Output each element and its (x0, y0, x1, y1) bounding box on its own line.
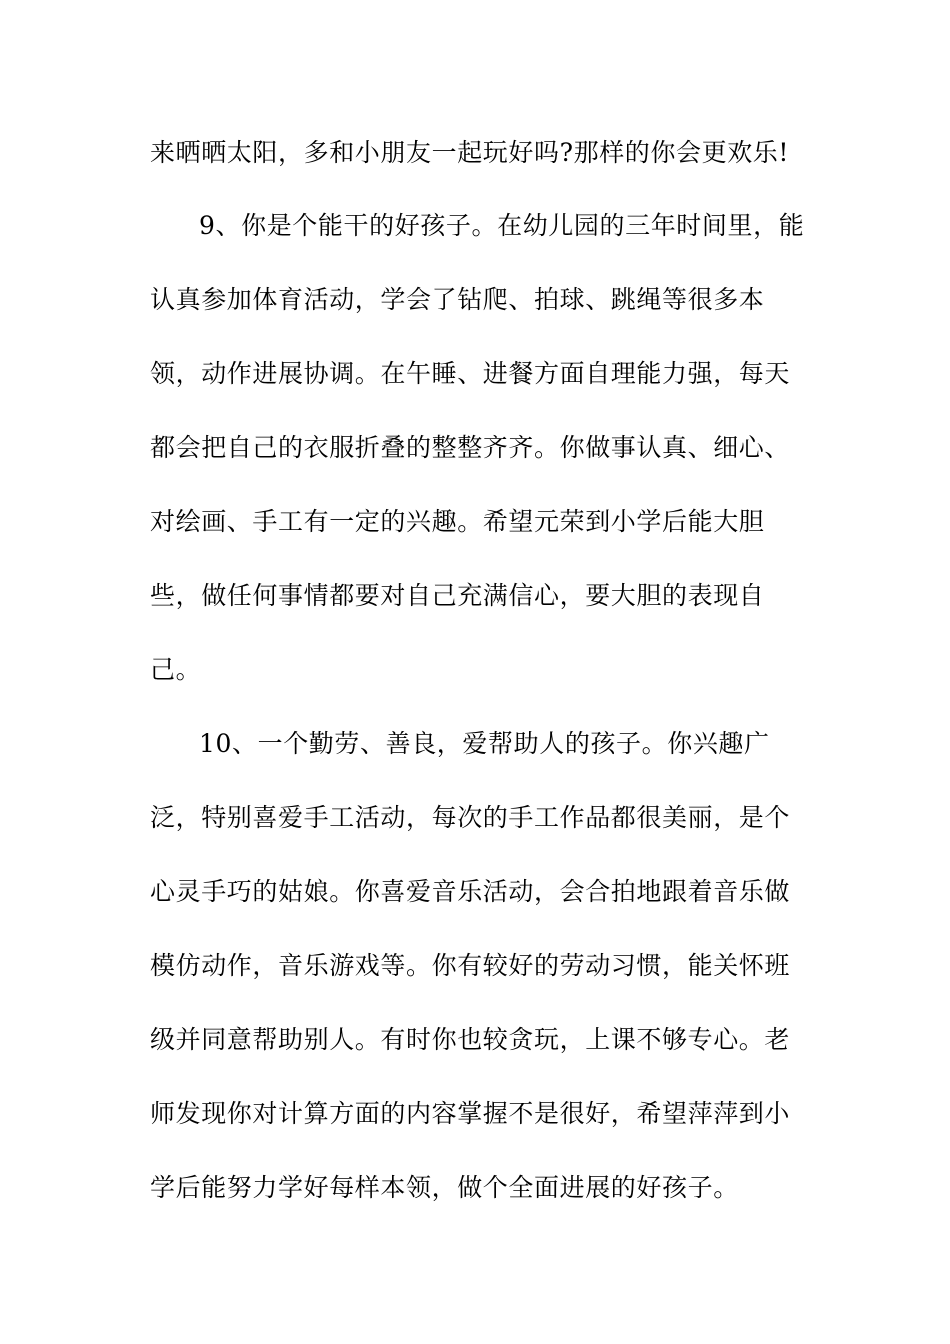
paragraph-line: 己。 (150, 655, 202, 684)
paragraph-line: 9、你是个能干的好孩子。在幼儿园的三年时间里，能 (199, 211, 805, 240)
paragraph-line: 都会把自己的衣服折叠的整整齐齐。你做事认真、细心、 (150, 433, 791, 462)
paragraph-line: 来晒晒太阳，多和小朋友一起玩好吗?那样的你会更欢乐! (150, 138, 790, 167)
paragraph-line: 10、一个勤劳、善良，爱帮助人的孩子。你兴趣广 (199, 729, 770, 758)
paragraph-line: 师发现你对计算方面的内容掌握不是很好，希望萍萍到小 (150, 1099, 791, 1128)
paragraph-line: 些，做任何事情都要对自己充满信心，要大胆的表现自 (150, 581, 765, 610)
paragraph-line: 模仿动作，音乐游戏等。你有较好的劳动习惯，能关怀班 (150, 951, 791, 980)
paragraph-line: 级并同意帮助别人。有时你也较贪玩，上课不够专心。老 (150, 1025, 791, 1054)
paragraph-line: 对绘画、手工有一定的兴趣。希望元荣到小学后能大胆 (150, 507, 765, 536)
paragraph-line: 学后能努力学好每样本领，做个全面进展的好孩子。 (150, 1173, 739, 1202)
paragraph-line: 认真参加体育活动，学会了钻爬、拍球、跳绳等很多本 (150, 285, 765, 314)
paragraph-line: 领，动作进展协调。在午睡、进餐方面自理能力强，每天 (150, 359, 791, 388)
paragraph-line: 心灵手巧的姑娘。你喜爱音乐活动，会合拍地跟着音乐做 (150, 877, 791, 906)
paragraph-line: 泛，特别喜爱手工活动，每次的手工作品都很美丽，是个 (150, 803, 791, 832)
